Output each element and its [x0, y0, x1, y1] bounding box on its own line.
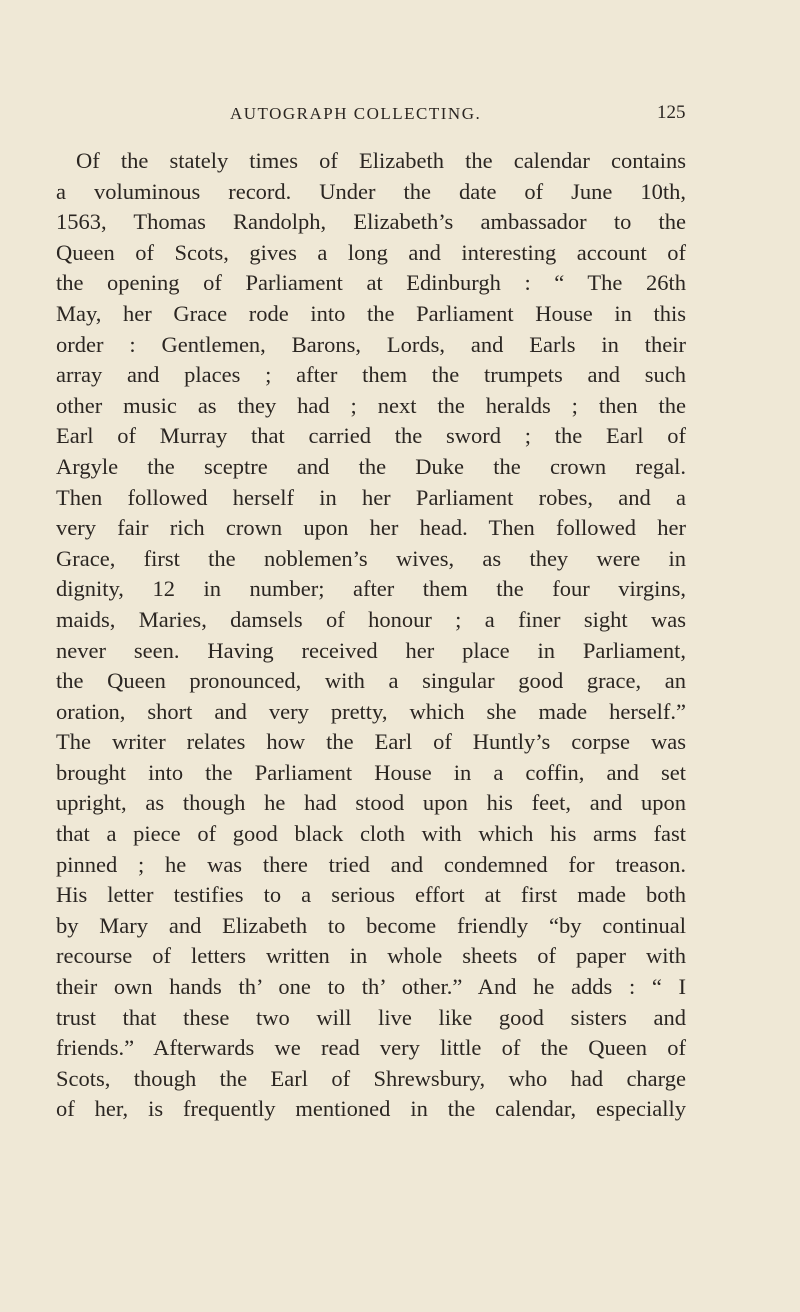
- text-line: of her, is frequently mentioned in the calendar, especially: [56, 1096, 686, 1122]
- page-number: 125: [657, 102, 686, 123]
- text-line: their own hands th’ one to th’ other.” And he adds : “ I: [56, 974, 686, 1000]
- text-line: friends.” Afterwards we read very little of the Queen of: [56, 1035, 686, 1061]
- text-line: His letter testifies to a serious effort at first made both: [56, 882, 686, 908]
- text-line: maids, Maries, damsels of honour ; a finer sight was: [56, 606, 686, 632]
- text-line: a voluminous record. Under the date of June 10th,: [56, 178, 686, 204]
- text-line: the opening of Parliament at Edinburgh : “ The 26th: [56, 270, 686, 296]
- text-line: oration, short and very pretty, which she made herself.”: [56, 698, 686, 724]
- text-line: never seen. Having received her place in Parliament,: [56, 637, 686, 663]
- text-line: Then followed herself in her Parliament robes, and a: [56, 484, 686, 510]
- text-line: dignity, 12 in number; after them the four virgins,: [56, 576, 686, 602]
- text-line: order : Gentlemen, Barons, Lords, and Earls in their: [56, 331, 686, 357]
- body-paragraph: [56, 146, 686, 1125]
- text-line: Argyle the sceptre and the Duke the crown regal.: [56, 453, 686, 479]
- text-line: very fair rich crown upon her head. Then followed her: [56, 515, 686, 541]
- text-line: upright, as though he had stood upon his feet, and upon: [56, 790, 686, 816]
- text-line: pinned ; he was there tried and condemned for treason.: [56, 851, 686, 877]
- text-line: Earl of Murray that carried the sword ; the Earl of: [56, 423, 686, 449]
- text-line: other music as they had ; next the heralds ; then the: [56, 392, 686, 418]
- text-line: Of the stately times of Elizabeth the calendar contains: [76, 148, 686, 173]
- text-line: trust that these two will live like good sisters and: [56, 1004, 686, 1030]
- text-line: by Mary and Elizabeth to become friendly “by continual: [56, 912, 686, 938]
- text-line: Scots, though the Earl of Shrewsbury, who had charge: [56, 1065, 686, 1091]
- text-line: Grace, first the noblemen’s wives, as they were in: [56, 545, 686, 571]
- text-line: that a piece of good black cloth with which his arms fast: [56, 821, 686, 847]
- text-line: recourse of letters written in whole sheets of paper with: [56, 943, 686, 969]
- text-line: 1563, Thomas Randolph, Elizabeth’s ambassador to the: [56, 209, 686, 235]
- text-line: the Queen pronounced, with a singular good grace, an: [56, 668, 686, 694]
- text-line: May, her Grace rode into the Parliament House in this: [56, 300, 686, 326]
- running-head: AUTOGRAPH COLLECTING.: [230, 104, 482, 123]
- text-line: brought into the Parliament House in a coffin, and set: [56, 759, 686, 785]
- text-line: array and places ; after them the trumpets and such: [56, 362, 686, 388]
- text-line: The writer relates how the Earl of Huntly’s corpse was: [56, 729, 686, 755]
- text-line: Queen of Scots, gives a long and interesting account of: [56, 239, 686, 265]
